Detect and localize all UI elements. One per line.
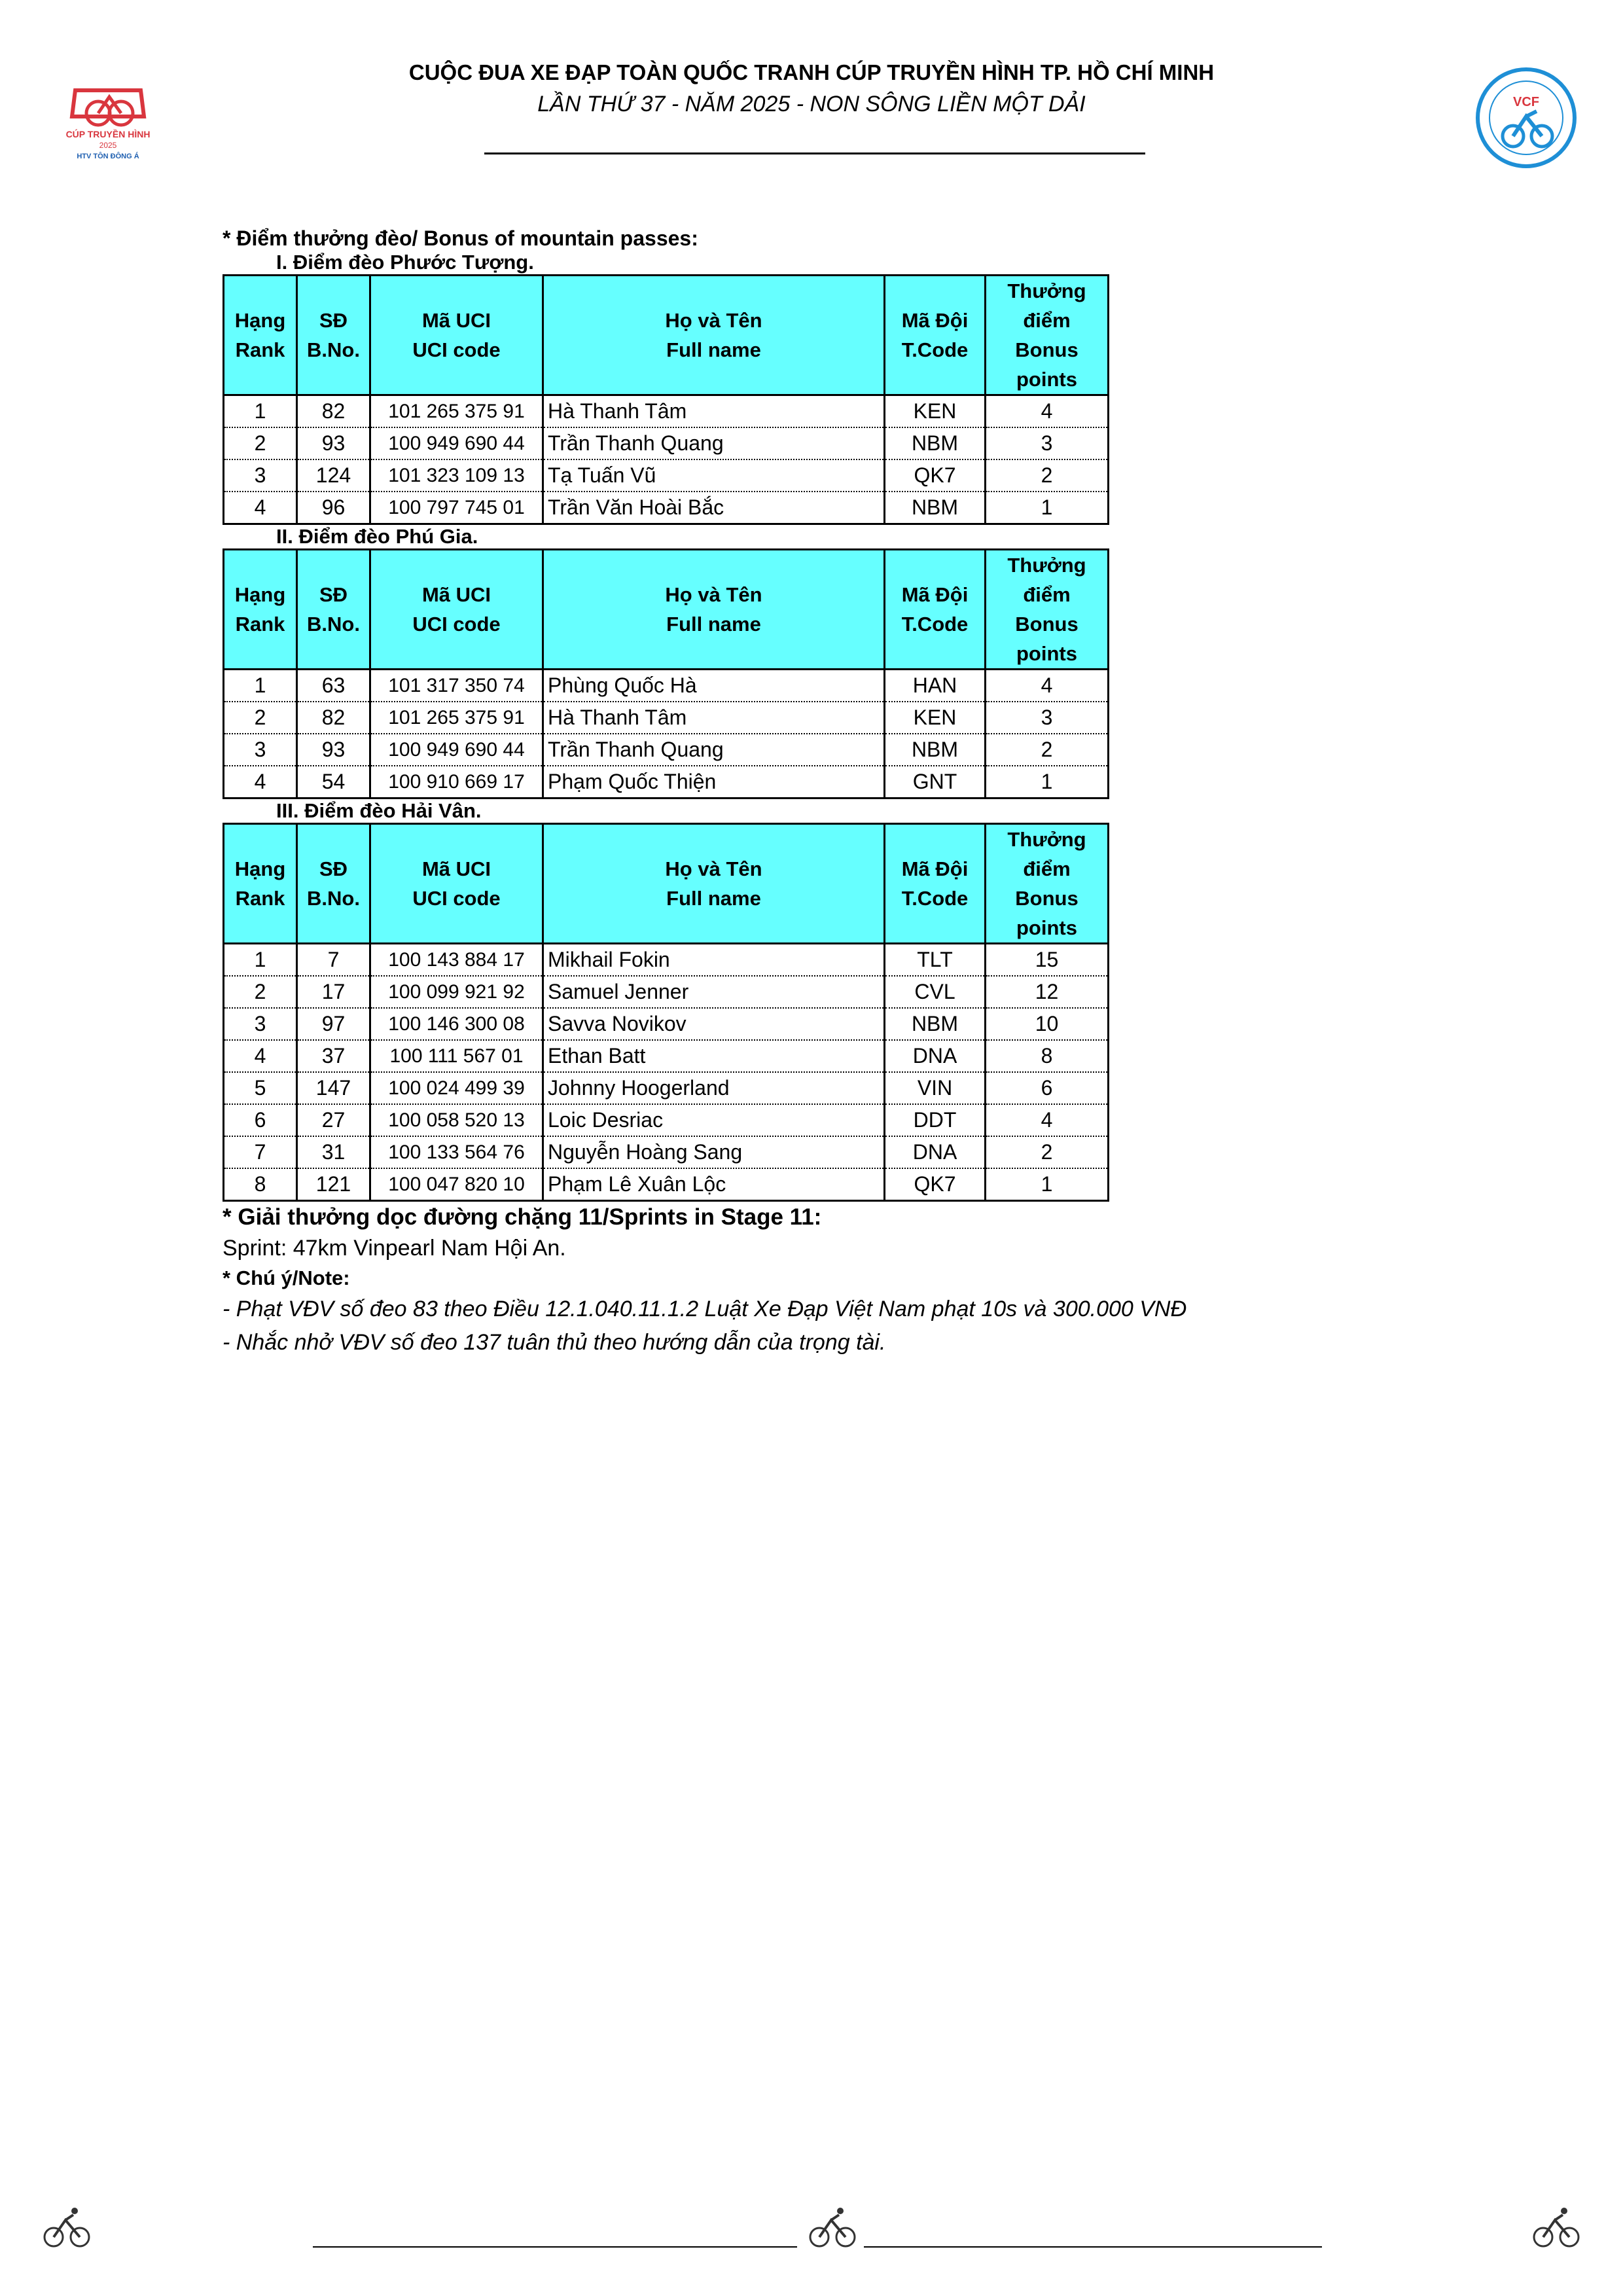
table-cell: 100 099 921 92 — [370, 976, 543, 1008]
table-cell: 100 024 499 39 — [370, 1072, 543, 1104]
header-cell-line: điểm — [1023, 857, 1071, 880]
table-cell: 1 — [224, 670, 297, 702]
table-cell: 2 — [986, 734, 1109, 766]
table-cell: 100 146 300 08 — [370, 1008, 543, 1040]
table-row — [224, 1040, 1109, 1072]
table-cell: 3 — [986, 427, 1109, 459]
table-row — [224, 492, 1109, 524]
table-cell: 4 — [986, 1104, 1109, 1136]
table-header-row — [224, 276, 1109, 395]
pass-title: I. Điểm đèo Phước Tượng. — [276, 251, 534, 274]
table-cell: 63 — [297, 670, 370, 702]
header-name — [543, 276, 885, 395]
table-cell: 100 949 690 44 — [370, 427, 543, 459]
header-bonus — [986, 276, 1109, 395]
table-cell: 100 143 884 17 — [370, 944, 543, 977]
table-cell: 101 265 375 91 — [370, 395, 543, 428]
table-cell: 17 — [297, 976, 370, 1008]
table-cell: 37 — [297, 1040, 370, 1072]
table-cell: QK7 — [885, 1168, 986, 1201]
table-cell: 4 — [986, 395, 1109, 428]
header-uci — [370, 276, 543, 395]
header-cell-line: Thưởng — [1007, 554, 1086, 577]
header-rank — [224, 824, 297, 944]
note-item: - Nhắc nhở VĐV số đeo 137 tuân thủ theo hướng dẫn của trọng tài. — [223, 1330, 886, 1355]
table-header-row — [224, 824, 1109, 944]
table-row — [224, 1104, 1109, 1136]
table-cell: 100 797 745 01 — [370, 492, 543, 524]
table-cell: 100 058 520 13 — [370, 1104, 543, 1136]
header-cell-line: Thưởng — [1007, 279, 1086, 302]
table-cell: 4 — [224, 766, 297, 798]
header-cell-line: Bonus — [1015, 338, 1079, 361]
header-cell-line: Hạng — [234, 583, 286, 606]
header-cell-line: B.No. — [307, 338, 360, 361]
header-bib — [297, 824, 370, 944]
table-cell: 100 949 690 44 — [370, 734, 543, 766]
table-cell: 147 — [297, 1072, 370, 1104]
table-row — [224, 1008, 1109, 1040]
table-cell: NBM — [885, 734, 986, 766]
header-cell-line: T.Code — [901, 338, 969, 361]
notes-title: * Chú ý/Note: — [223, 1266, 350, 1289]
table-cell: 2 — [986, 459, 1109, 492]
table-cell: 7 — [224, 1136, 297, 1168]
header-cell-line: Hạng — [234, 857, 286, 880]
table-cell: 1 — [224, 944, 297, 977]
header-bib — [297, 276, 370, 395]
header-cell-line: Họ và Tên — [665, 309, 762, 332]
header-cell-line: UCI code — [412, 613, 501, 636]
header-uci — [370, 824, 543, 944]
table-cell: 1 — [986, 1168, 1109, 1201]
table-cell: Mikhail Fokin — [543, 944, 885, 977]
results-table — [223, 274, 1109, 525]
header-divider — [484, 152, 1145, 154]
table-cell: 100 910 669 17 — [370, 766, 543, 798]
table-cell: QK7 — [885, 459, 986, 492]
table-cell: 2 — [986, 1136, 1109, 1168]
cup-logo — [62, 77, 154, 162]
table-cell: Loic Desriac — [543, 1104, 885, 1136]
table-cell: DDT — [885, 1104, 986, 1136]
header-cell-line: Bonus — [1015, 613, 1079, 636]
header-team — [885, 276, 986, 395]
header-cell-line: points — [1016, 916, 1077, 939]
header-cell-line: T.Code — [901, 613, 969, 636]
table-cell: CVL — [885, 976, 986, 1008]
table-cell: 124 — [297, 459, 370, 492]
table-cell: 6 — [986, 1072, 1109, 1104]
header-cell-line: SĐ — [319, 309, 348, 332]
table-cell: 121 — [297, 1168, 370, 1201]
header-team — [885, 550, 986, 670]
header-cell-line: UCI code — [412, 887, 501, 910]
table-cell: 2 — [224, 427, 297, 459]
table-cell: 100 111 567 01 — [370, 1040, 543, 1072]
logo-left-sponsors: HTV TÔN ĐÔNG Á — [77, 152, 139, 160]
table-cell: 8 — [986, 1040, 1109, 1072]
table-row — [224, 734, 1109, 766]
table-cell: Phùng Quốc Hà — [543, 670, 885, 702]
table-cell: 100 047 820 10 — [370, 1168, 543, 1201]
header-uci — [370, 550, 543, 670]
table-cell: 4 — [224, 492, 297, 524]
table-cell: DNA — [885, 1040, 986, 1072]
table-cell: Tạ Tuấn Vũ — [543, 459, 885, 492]
table-cell: Hà Thanh Tâm — [543, 702, 885, 734]
table-cell: 12 — [986, 976, 1109, 1008]
table-row — [224, 459, 1109, 492]
header-cell-line: Mã Đội — [901, 583, 969, 606]
table-cell: NBM — [885, 492, 986, 524]
table-row — [224, 702, 1109, 734]
table-cell: 82 — [297, 395, 370, 428]
footer-line-left — [313, 2246, 797, 2248]
table-cell: 101 323 109 13 — [370, 459, 543, 492]
document-title: CUỘC ĐUA XE ĐẠP TOÀN QUỐC TRANH CÚP TRUYỀN HÌNH TP. HỒ CHÍ MINH — [408, 60, 1215, 84]
table-cell: Nguyễn Hoàng Sang — [543, 1136, 885, 1168]
header-cell-line: Bonus — [1015, 887, 1079, 910]
table-cell: 3 — [224, 734, 297, 766]
table-row — [224, 427, 1109, 459]
logo-left-text: CÚP TRUYỀN HÌNH — [65, 129, 151, 139]
table-cell: TLT — [885, 944, 986, 977]
header-cell-line: Mã UCI — [421, 583, 491, 606]
document-subtitle: LẦN THỨ 37 - NĂM 2025 - NON SÔNG LIỀN MỘT DẢI — [537, 92, 1086, 117]
table-cell: 96 — [297, 492, 370, 524]
table-cell: 101 265 375 91 — [370, 702, 543, 734]
table-cell: Phạm Lê Xuân Lộc — [543, 1168, 885, 1201]
table-cell: 1 — [224, 395, 297, 428]
table-row — [224, 944, 1109, 977]
table-cell: NBM — [885, 1008, 986, 1040]
table-cell: GNT — [885, 766, 986, 798]
table-cell: 5 — [224, 1072, 297, 1104]
table-cell: 2 — [224, 976, 297, 1008]
table-cell: 3 — [986, 702, 1109, 734]
header-name — [543, 550, 885, 670]
table-header-row — [224, 550, 1109, 670]
header-cell-line: Hạng — [234, 309, 286, 332]
logo-right-text: VCF — [1513, 95, 1539, 109]
table-cell: 97 — [297, 1008, 370, 1040]
table-cell: 31 — [297, 1136, 370, 1168]
table-row — [224, 1072, 1109, 1104]
table-cell: 100 133 564 76 — [370, 1136, 543, 1168]
table-cell: 4 — [986, 670, 1109, 702]
note-item: - Phạt VĐV số đeo 83 theo Điều 12.1.040.11.1.2 Luật Xe Đạp Việt Nam phạt 10s và 300.000 VNĐ — [223, 1297, 1187, 1321]
header-cell-line: điểm — [1023, 583, 1071, 606]
table-cell: 54 — [297, 766, 370, 798]
table-cell: DNA — [885, 1136, 986, 1168]
footer-line-right — [864, 2246, 1322, 2248]
pass-title: III. Điểm đèo Hải Vân. — [276, 799, 482, 822]
table-cell: 1 — [986, 492, 1109, 524]
table-cell: 10 — [986, 1008, 1109, 1040]
table-cell: NBM — [885, 427, 986, 459]
table-row — [224, 976, 1109, 1008]
table-cell: 3 — [224, 1008, 297, 1040]
table-row — [224, 1168, 1109, 1201]
header-cell-line: Rank — [235, 338, 285, 361]
content — [223, 226, 1186, 1355]
header-cell-line: Full name — [666, 613, 761, 636]
table-cell: 8 — [224, 1168, 297, 1201]
table-row — [224, 395, 1109, 428]
vcf-logo — [1474, 65, 1578, 170]
table-row — [224, 766, 1109, 798]
table-cell: 3 — [224, 459, 297, 492]
table-cell: 1 — [986, 766, 1109, 798]
table-cell: 27 — [297, 1104, 370, 1136]
header-cell-line: điểm — [1023, 309, 1071, 332]
table-cell: Phạm Quốc Thiện — [543, 766, 885, 798]
header-name — [543, 824, 885, 944]
table-cell: Hà Thanh Tâm — [543, 395, 885, 428]
header-cell-line: Họ và Tên — [665, 583, 762, 606]
table-row — [224, 670, 1109, 702]
header-cell-line: T.Code — [901, 887, 969, 910]
table-cell: 82 — [297, 702, 370, 734]
header-cell-line: Thưởng — [1007, 828, 1086, 851]
table-cell: 93 — [297, 427, 370, 459]
header-cell-line: UCI code — [412, 338, 501, 361]
header-bonus — [986, 824, 1109, 944]
header-team — [885, 824, 986, 944]
table-cell: 2 — [224, 702, 297, 734]
table-cell: KEN — [885, 702, 986, 734]
table-cell: VIN — [885, 1072, 986, 1104]
table-cell: 15 — [986, 944, 1109, 977]
section-title: * Điểm thưởng đèo/ Bonus of mountain passes: — [223, 226, 698, 250]
table-cell: Ethan Batt — [543, 1040, 885, 1072]
table-cell: Johnny Hoogerland — [543, 1072, 885, 1104]
results-table — [223, 823, 1109, 1202]
header-cell-line: SĐ — [319, 857, 348, 880]
header-bonus — [986, 550, 1109, 670]
table-cell: HAN — [885, 670, 986, 702]
header-cell-line: Rank — [235, 613, 285, 636]
results-table — [223, 548, 1109, 799]
header-cell-line: Họ và Tên — [665, 857, 762, 880]
table-cell: KEN — [885, 395, 986, 428]
table-cell: 93 — [297, 734, 370, 766]
header-cell-line: points — [1016, 368, 1077, 391]
table-cell: 101 317 350 74 — [370, 670, 543, 702]
pass-title: II. Điểm đèo Phú Gia. — [276, 525, 478, 548]
table-row — [224, 1136, 1109, 1168]
header-cell-line: Mã UCI — [421, 309, 491, 332]
table-cell: Samuel Jenner — [543, 976, 885, 1008]
footer-cyclist-icon — [41, 2206, 93, 2251]
table-cell: 6 — [224, 1104, 297, 1136]
header-cell-line: points — [1016, 642, 1077, 665]
table-cell: 4 — [224, 1040, 297, 1072]
table-cell: Trần Thanh Quang — [543, 734, 885, 766]
header-cell-line: Rank — [235, 887, 285, 910]
table-cell: Trần Văn Hoài Bắc — [543, 492, 885, 524]
table-cell: 7 — [297, 944, 370, 977]
footer-cyclist-icon — [1530, 2206, 1582, 2251]
sprints-title: * Giải thưởng dọc đường chặng 11/Sprints in Stage 11: — [223, 1204, 822, 1230]
header-cell-line: B.No. — [307, 887, 360, 910]
header-rank — [224, 550, 297, 670]
table-cell: Trần Thanh Quang — [543, 427, 885, 459]
header-cell-line: B.No. — [307, 613, 360, 636]
table-cell: Savva Novikov — [543, 1008, 885, 1040]
header-cell-line: Full name — [666, 887, 761, 910]
header-rank — [224, 276, 297, 395]
header-cell-line: Mã UCI — [421, 857, 491, 880]
header-cell-line: Full name — [666, 338, 761, 361]
footer-cyclist-icon — [806, 2206, 859, 2251]
sprints-text: Sprint: 47km Vinpearl Nam Hội An. — [223, 1236, 566, 1261]
logo-left-year: 2025 — [99, 141, 117, 150]
header-cell-line: SĐ — [319, 583, 348, 606]
header-cell-line: Mã Đội — [901, 309, 969, 332]
header-cell-line: Mã Đội — [901, 857, 969, 880]
header-bib — [297, 550, 370, 670]
